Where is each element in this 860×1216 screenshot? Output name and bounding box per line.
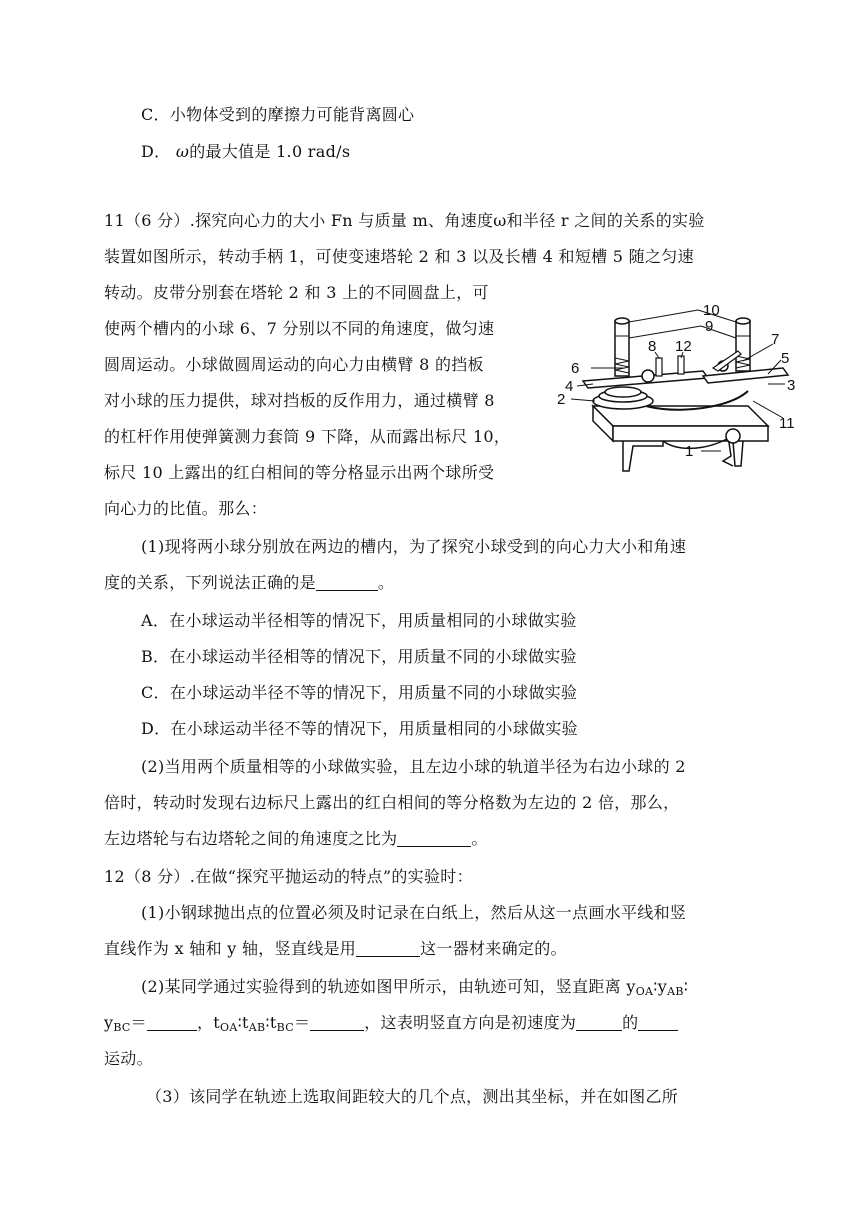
q12-part2-line1: (2)某同学通过实验得到的轨迹如图甲所示，由轨迹可知，竖直距离 $y_{OA}∶y_{AB}∶$ [141, 977, 689, 998]
answer-blank[interactable] [576, 1014, 622, 1031]
q11-option-c: C．在小球运动半径不等的情况下，用质量不同的小球做实验 [141, 683, 578, 702]
q12-line-1: 12（8 分）.在做“探究平抛运动的特点”的实验时： [104, 867, 473, 886]
q11-line-1: 11（6 分）.探究向心力的大小 Fn 与质量 m、角速度ω和半径 r 之间的关系的实验 [104, 211, 705, 230]
label-11: 11 [779, 415, 795, 432]
label-12: 12 [675, 338, 692, 355]
q12-part1-line1: (1)小钢球抛出点的位置必须及时记录在白纸上，然后从这一点画水平线和竖 [141, 903, 687, 922]
omega-symbol: ω [175, 142, 190, 161]
q11-line-6: 对小球的压力提供，球对挡板的反作用力，通过横臂 8 [104, 391, 495, 410]
q11-line-4: 使两个槽内的小球 6、7 分别以不同的角速度，做匀速 [104, 319, 495, 338]
answer-blank[interactable] [310, 1014, 364, 1031]
answer-blank[interactable] [147, 1014, 197, 1031]
label-6: 6 [571, 360, 580, 377]
label-7: 7 [771, 331, 780, 348]
label-3: 3 [787, 377, 796, 394]
q11-part2-line2: 倍时，转动时发现右边标尺上露出的红白相间的等分格数为左边的 2 倍，那么， [104, 793, 680, 812]
answer-blank[interactable] [397, 830, 471, 847]
q12-part2-line2: $y_{BC}=$ ，$t_{OA}∶t_{AB}∶t_{BC}=$ ，这表明竖直方向是初速度为 的 [104, 1012, 678, 1039]
answer-blank[interactable] [638, 1014, 678, 1031]
q11-line-8: 标尺 10 上露出的红白相间的等分格显示出两个球所受 [104, 463, 495, 482]
q11-line-2: 装置如图所示，转动手柄 1，可使变速塔轮 2 和 3 以及长槽 4 和短槽 5 随之匀速 [104, 247, 694, 266]
label-2: 2 [557, 391, 566, 408]
answer-blank[interactable] [316, 574, 378, 591]
q12-part2-line3: 运动。 [104, 1049, 153, 1068]
label-4: 4 [565, 378, 574, 395]
q11-part2-line1: (2)当用两个质量相等的小球做实验，且左边小球的轨道半径为右边小球的 2 [141, 757, 686, 776]
option-d-text: D． ω的最大值是 1.0 rad/s [141, 142, 351, 161]
q11-part2-line3: 左边塔轮与右边塔轮之间的角速度之比为 。 [104, 829, 488, 848]
q11-option-d: D．在小球运动半径不等的情况下，用质量相同的小球做实验 [141, 719, 578, 738]
label-9: 9 [705, 318, 714, 335]
q11-part1-line2: 度的关系，下列说法正确的是 。 [104, 573, 395, 592]
answer-blank[interactable] [356, 940, 420, 957]
q11-line-7: 的杠杆作用使弹簧测力套筒 9 下降，从而露出标尺 10， [104, 427, 511, 446]
q11-line-5: 圆周运动。小球做圆周运动的向心力由横臂 8 的挡板 [104, 355, 484, 374]
centripetal-force-apparatus-figure [553, 296, 813, 476]
q11-line-3: 转动。皮带分别套在塔轮 2 和 3 上的不同圆盘上，可 [104, 283, 489, 302]
q11-part1-line1: (1)现将两小球分别放在两边的槽内，为了探究小球受到的向心力大小和角速 [141, 537, 687, 556]
q11-option-b: B．在小球运动半径相等的情况下，用质量不同的小球做实验 [141, 647, 577, 666]
q11-option-a: A．在小球运动半径相等的情况下，用质量相同的小球做实验 [141, 611, 577, 630]
label-8: 8 [648, 338, 657, 355]
label-1: 1 [685, 443, 694, 460]
q12-part3-line1: （3）该同学在轨迹上选取间距较大的几个点，测出其坐标，并在如图乙所 [146, 1087, 679, 1106]
option-c-text: C．小物体受到的摩擦力可能背离圆心 [141, 105, 415, 124]
label-5: 5 [781, 350, 790, 367]
label-10: 10 [703, 302, 720, 319]
q12-part1-line2: 直线作为 x 轴和 y 轴，竖直线是用 这一器材来确定的。 [104, 939, 567, 958]
q11-line-9: 向心力的比值。那么： [104, 499, 268, 518]
